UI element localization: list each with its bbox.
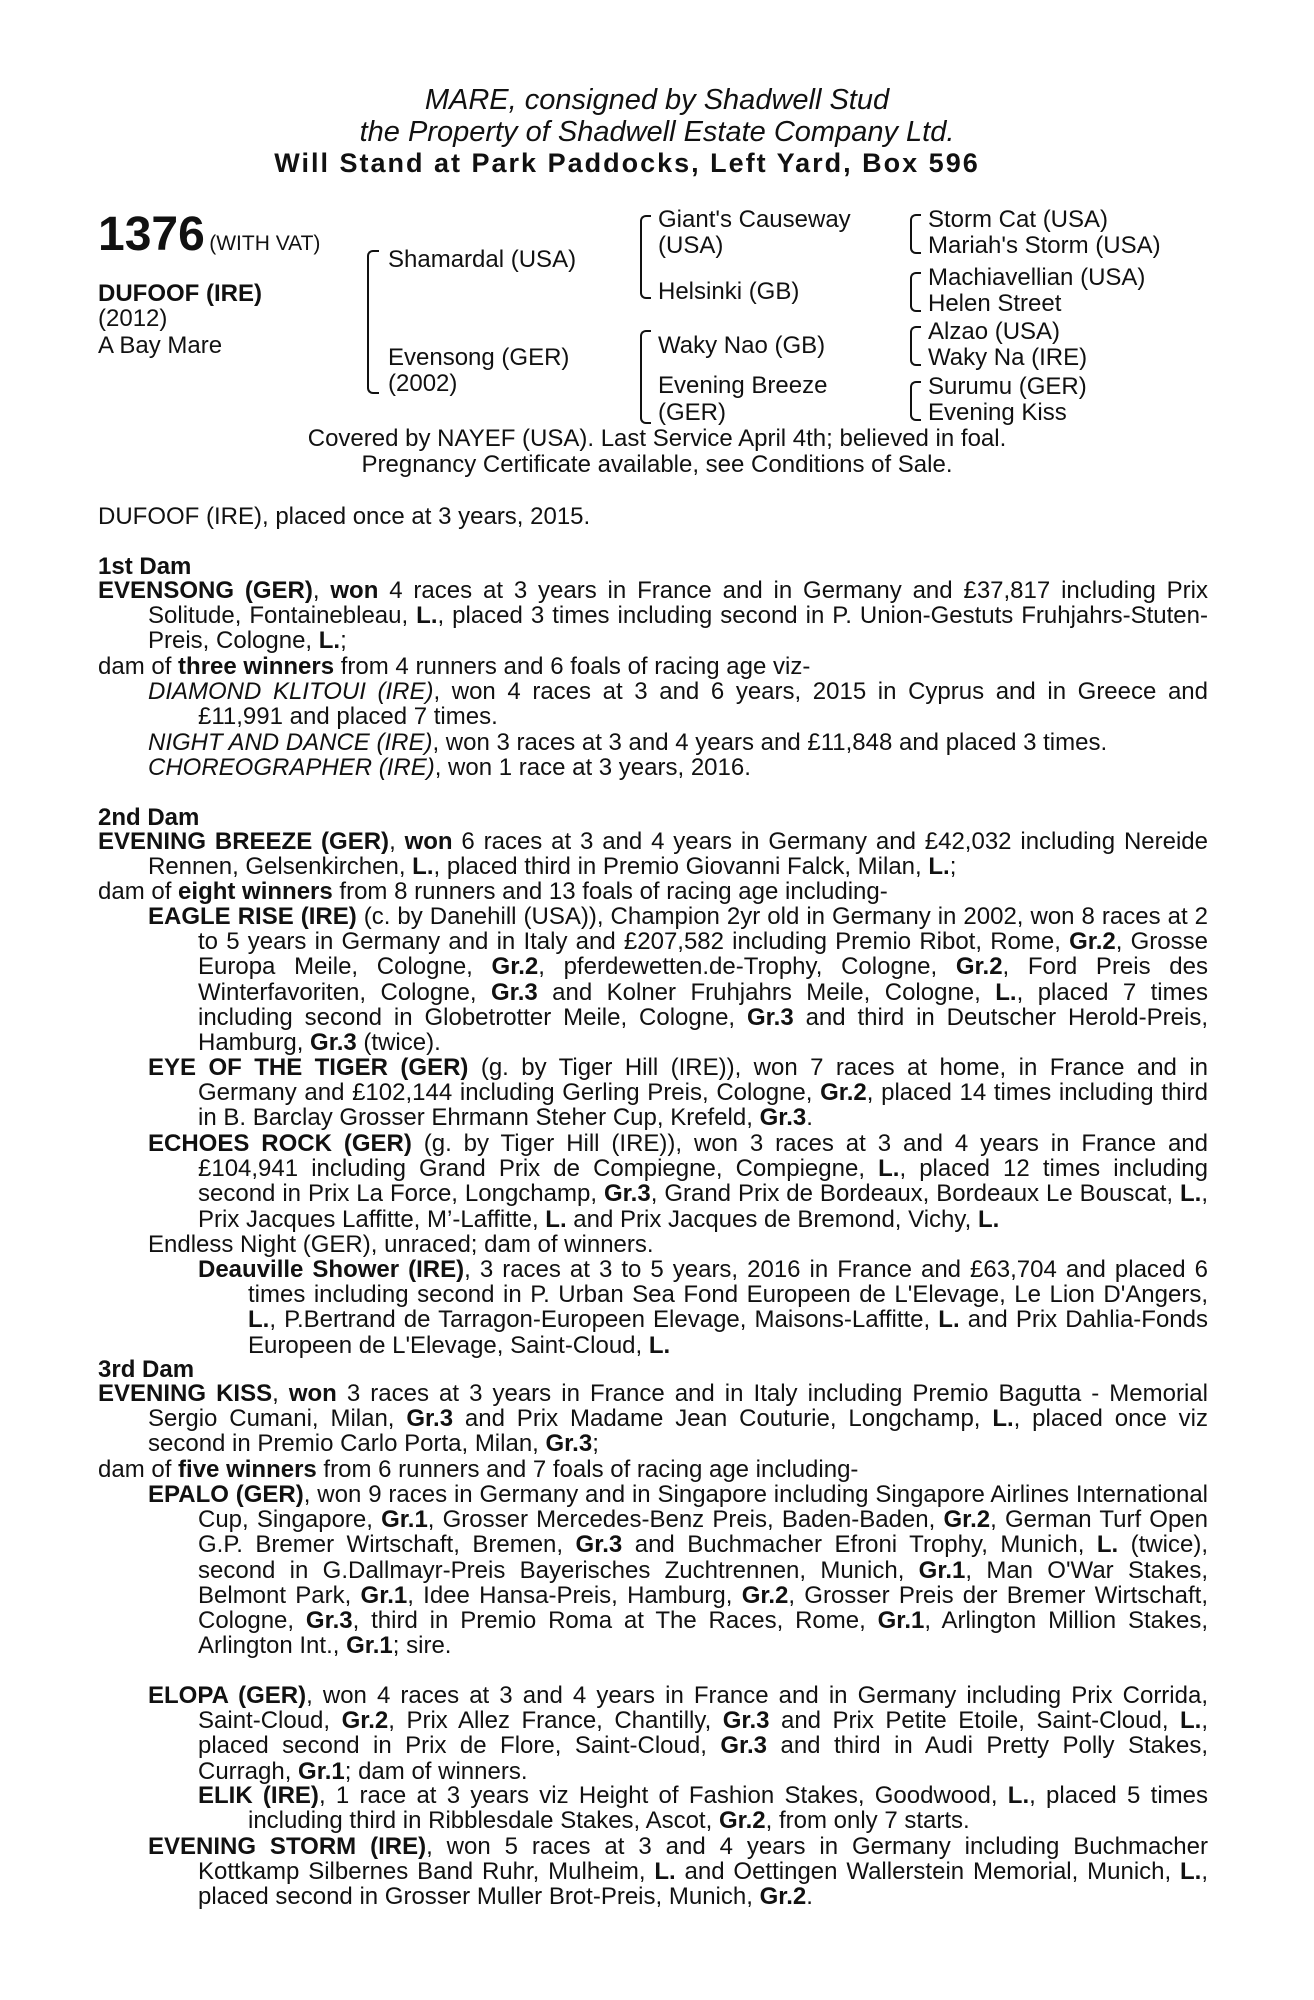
- third-dam-foal-elopa: ELOPA (GER), won 4 races at 3 and 4 years in France and in Germany including Prix Corrida, Saint-Cloud, Gr.2, Prix Allez France, Chantilly, Gr.3 and Prix Petite Etoile, Saint-Cloud, L., placed second in Prix de Flore, Saint-Cloud, Gr.3 and third in Audi Pretty Polly Stakes, Curragh, Gr.1; dam of winners.: [148, 1682, 1208, 1785]
- third-dam-produce: dam of five winners from 6 runners and 7 foals of racing age including-: [98, 1456, 859, 1483]
- third-dam-record: EVENING KISS, won 3 races at 3 years in France and in Italy including Premio Bagutta - Memorial Sergio Cumani, Milan, Gr.3 and Prix Madame Jean Couturie, Longchamp, L., placed once viz second in Premio Carlo Porta, Milan, Gr.3;: [98, 1380, 1208, 1458]
- sire: Shamardal (USA): [388, 246, 577, 273]
- lot-number: 1376: [98, 208, 205, 261]
- vat-label: (WITH VAT): [209, 232, 321, 255]
- first-dam-record: EVENSONG (GER), won 4 races at 3 years in France and in Germany and £37,817 including Prix Solitude, Fontainebleau, L., placed 3 times including second in P. Union-Gestuts Fruhjahrs-Stuten-Preis, Cologne, L.;: [98, 577, 1208, 655]
- first-dam-produce: dam of three winners from 4 runners and 6 foals of racing age viz-: [98, 653, 811, 680]
- g3-dss: Alzao (USA): [928, 318, 1061, 345]
- dam: Evensong (GER): [388, 344, 570, 371]
- dam-side-bracket: [640, 330, 651, 424]
- g3-dsd: Waky Na (IRE): [928, 344, 1088, 371]
- first-dam-heading: 1st Dam: [98, 553, 192, 580]
- third-dam-grandfoal-elik: ELIK (IRE), 1 race at 3 years viz Height of Fashion Stakes, Goodwood, L., placed 5 times including third in Ribblesdale Stakes, Ascot, Gr.2, from only 7 starts.: [198, 1782, 1209, 1835]
- horse-description: A Bay Mare: [98, 332, 223, 359]
- property-line: the Property of Shadwell Estate Company Ltd.: [359, 116, 955, 148]
- second-dam-grandfoal-deauville-shower: Deauville Shower (IRE), 3 races at 3 to 5 years, 2016 in France and £63,704 and placed 6 times including second in P. Urban Sea Fond Europeen de L'Elevage, Le Lion D'Angers, L., P.Bertrand de Tarragon-Europeen Elevage, Maisons-Laffitte, L. and Prix Dahlia-Fonds Europeen de L'Elevage, Saint-Cloud, L.: [198, 1256, 1208, 1359]
- third-dam-foal-evening-storm: EVENING STORM (IRE), won 5 races at 3 and 4 years in Germany including Buchmacher Kottkamp Silbernes Band Ruhr, Mulheim, L. and Oettingen Wallerstein Memorial, Munich, L., placed second in Grosser Muller Brot-Preis, Munich, Gr.2.: [148, 1833, 1209, 1911]
- bracket-g3-4: [910, 381, 921, 421]
- sire-side-bracket: [640, 215, 651, 299]
- bracket-g3-3: [910, 326, 921, 366]
- second-dam-foal-endless-night: Endless Night (GER), unraced; dam of winners.: [148, 1231, 654, 1258]
- dam-sire: Waky Nao (GB): [658, 332, 826, 359]
- dam-dam-country: (GER): [658, 399, 726, 426]
- stabling-line: Will Stand at Park Paddocks, Left Yard, Box 596: [274, 148, 980, 178]
- bracket-g3-1: [910, 214, 921, 254]
- g3-ddd: Evening Kiss: [928, 399, 1067, 426]
- pedigree-bracket: [367, 250, 379, 394]
- first-dam-foal-2: NIGHT AND DANCE (IRE), won 3 races at 3 and 4 years and £11,848 and placed 3 times.: [148, 729, 1108, 756]
- g3-sds: Machiavellian (USA): [928, 264, 1146, 291]
- second-dam-foal-echoes-rock: ECHOES ROCK (GER) (g. by Tiger Hill (IRE)), won 3 races at 3 and 4 years in France and £104,941 including Grand Prix de Compiegne, Compiegne, L., placed 12 times including second in Prix La Force, Longchamp, Gr.3, Grand Prix de Bordeaux, Bordeaux Le Bouscat, L., Prix Jacques Laffitte, M’-Laffitte, L. and Prix Jacques de Bremond, Vichy, L.: [148, 1130, 1209, 1233]
- lot-number-block: [98, 207, 320, 262]
- second-dam-record: EVENING BREEZE (GER), won 6 races at 3 and 4 years in Germany and £42,032 including Nereide Rennen, Gelsenkirchen, L., placed third in Premio Giovanni Falck, Milan, L.;: [98, 828, 1208, 881]
- consignor-line: MARE, consigned by Shadwell Stud: [424, 84, 890, 116]
- bracket-g3-2: [910, 272, 921, 312]
- g3-ssd: Mariah's Storm (USA): [928, 232, 1161, 259]
- second-dam-foal-eagle-rise: EAGLE RISE (IRE) (c. by Danehill (USA)), Champion 2yr old in Germany in 2002, won 8 races at 2 to 5 years in Germany and in Italy and £207,582 including Premio Ribot, Rome, Gr.2, Grosse Europa Meile, Cologne, Gr.2, pferdewetten.de-Trophy, Cologne, Gr.2, Ford Preis des Winterfavoriten, Cologne, Gr.3 and Kolner Fruhjahrs Meile, Cologne, L., placed 7 times including second in Globetrotter Meile, Cologne, Gr.3 and third in Deutscher Herold-Preis, Hamburg, Gr.3 (twice).: [148, 903, 1208, 1057]
- second-dam-heading: 2nd Dam: [98, 804, 200, 831]
- sire-dam: Helsinki (GB): [658, 278, 800, 305]
- g3-sss: Storm Cat (USA): [928, 206, 1109, 233]
- g3-dds: Surumu (GER): [928, 373, 1087, 400]
- third-dam-foal-epalo: EPALO (GER), won 9 races in Germany and in Singapore including Singapore Airlines International Cup, Singapore, Gr.1, Grosser Mercedes-Benz Preis, Baden-Baden, Gr.2, German Turf Open G.P. Bremer Wirtschaft, Bremen, Gr.3 and Buchmacher Efroni Trophy, Munich, L. (twice), second in G.Dallmayr-Preis Bayerisches Zuchtrennen, Munich, Gr.1, Man O'War Stakes, Belmont Park, Gr.1, Idee Hansa-Preis, Hamburg, Gr.2, Grosser Preis der Bremer Wirtschaft, Cologne, Gr.3, third in Premio Roma at The Races, Rome, Gr.1, Arlington Million Stakes, Arlington Int., Gr.1; sire.: [148, 1481, 1209, 1660]
- dam-dam: Evening Breeze: [658, 372, 828, 399]
- first-dam-foal-3: CHOREOGRAPHER (IRE), won 1 race at 3 years, 2016.: [148, 754, 751, 781]
- sire-sire: Giant's Causeway: [658, 206, 851, 233]
- second-dam-produce: dam of eight winners from 8 runners and 13 foals of racing age including-: [98, 878, 888, 905]
- g3-sdd: Helen Street: [928, 290, 1062, 317]
- horse-year: (2012): [98, 305, 168, 332]
- horse-name: DUFOOF (IRE): [98, 280, 262, 307]
- pregnancy-line: Pregnancy Certificate available, see Conditions of Sale.: [361, 451, 953, 478]
- sire-sire-country: (USA): [658, 232, 724, 259]
- second-dam-foal-eye-of-the-tiger: EYE OF THE TIGER (GER) (g. by Tiger Hill (IRE)), won 7 races at home, in France and in Germany and £102,144 including Gerling Preis, Cologne, Gr.2, placed 14 times including third in B. Barclay Grosser Ehrmann Steher Cup, Krefeld, Gr.3.: [148, 1054, 1208, 1132]
- third-dam-heading: 3rd Dam: [98, 1356, 195, 1383]
- dam-year: (2002): [388, 370, 458, 397]
- intro-line: DUFOOF (IRE), placed once at 3 years, 2015.: [98, 503, 591, 530]
- first-dam-foal-1: DIAMOND KLITOUI (IRE), won 4 races at 3 and 6 years, 2015 in Cyprus and in Greece and £11,991 and placed 7 times.: [148, 678, 1209, 731]
- covered-line: Covered by NAYEF (USA). Last Service April 4th; believed in foal.: [307, 425, 1007, 452]
